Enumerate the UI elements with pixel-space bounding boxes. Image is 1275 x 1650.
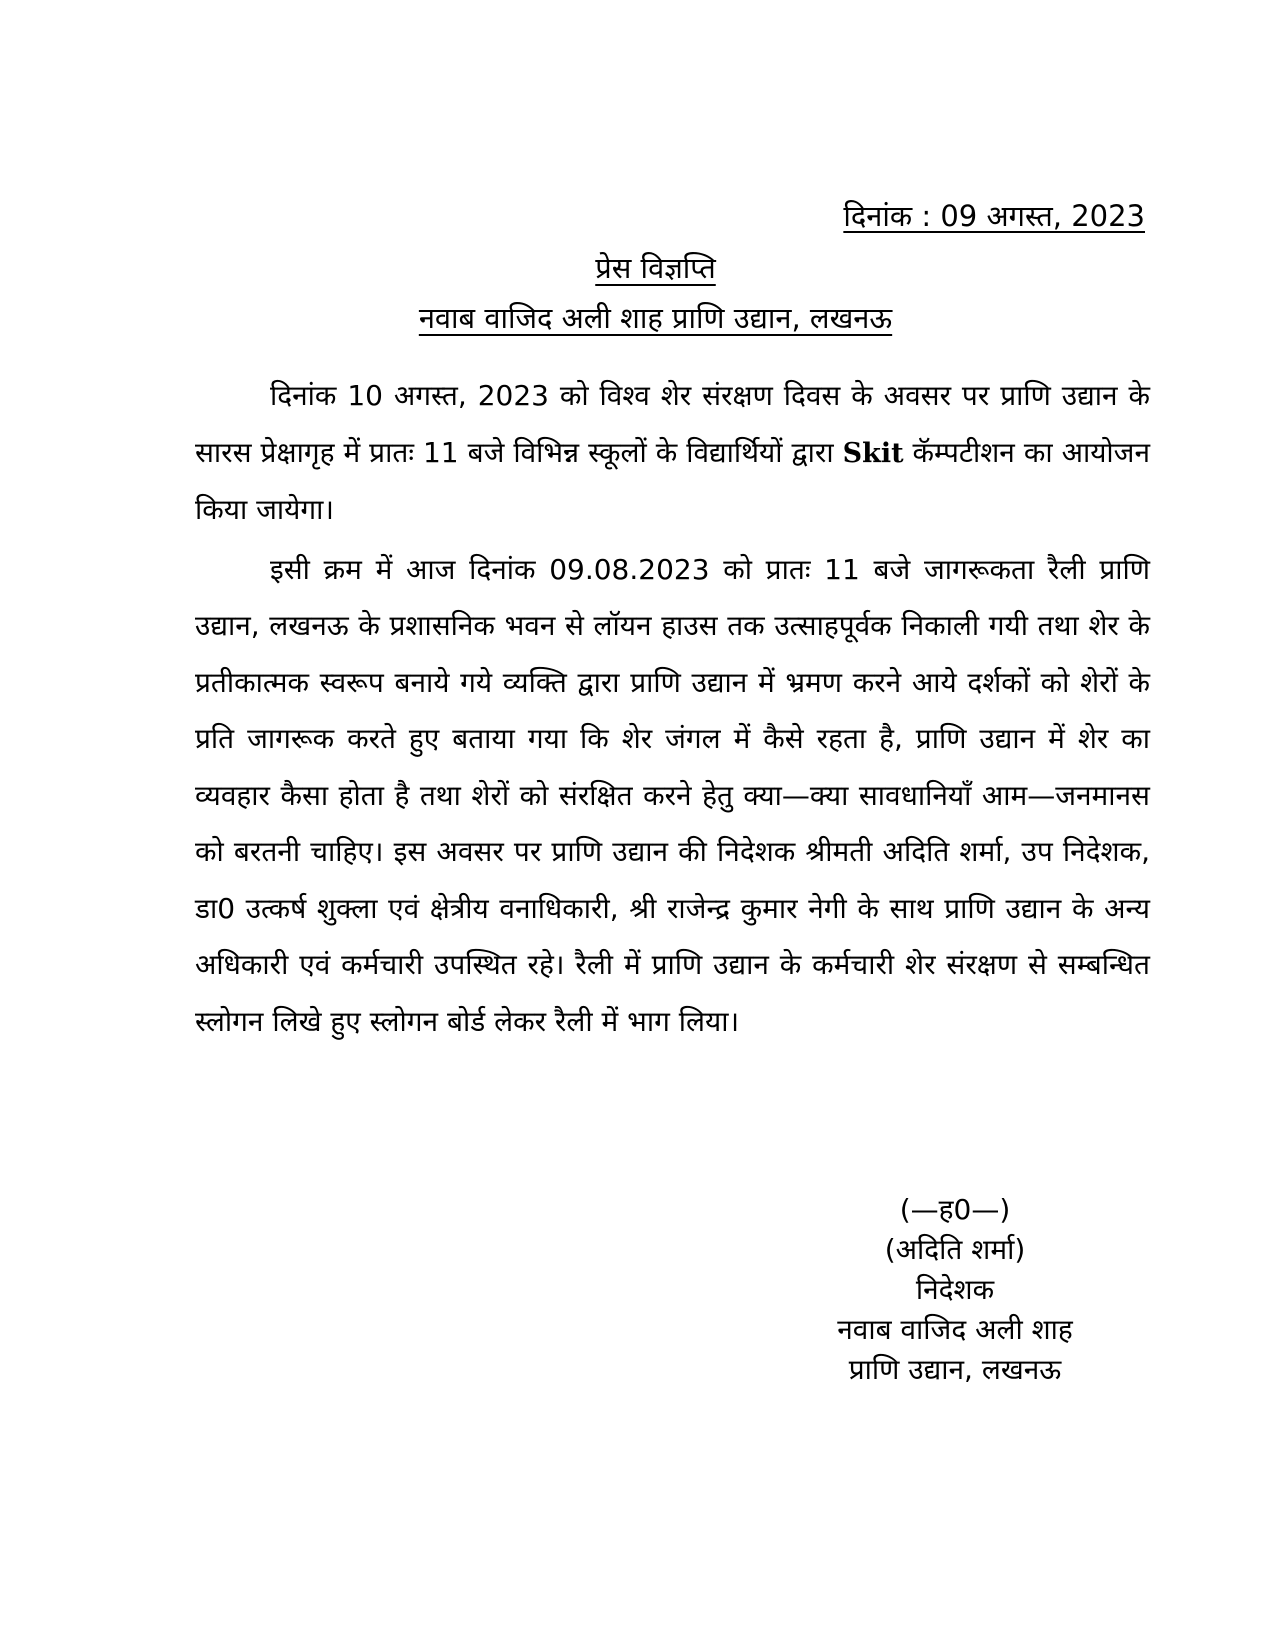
date-line: दिनांक : 09 अगस्त, 2023	[843, 199, 1145, 233]
paragraph-1	[195, 368, 1150, 539]
signature-signed-mark: (—ह0—)	[899, 1193, 1011, 1226]
paragraph-1-latin-word: Skit	[842, 437, 904, 469]
paragraph-1-text-after: कॅम्पटीशन का आयोजन किया जायेगा।	[195, 435, 1150, 526]
paragraph-1-text-before: दिनांक 10 अगस्त, 2023 को विश्व शेर संरक्षण दिवस के अवसर पर प्राणि उद्यान के सारस प्रेक्षागृह में प्रातः 11 बजे विभिन्न स्कूलों के विद्यार्थियों द्वारा	[195, 379, 1150, 469]
signature-name: (अदिति शर्मा)	[884, 1233, 1026, 1266]
paragraph-2: इसी क्रम में आज दिनांक 09.08.2023 को प्रातः 11 बजे जागरूकता रैली प्राणि उद्यान, लखनऊ के प्रशासनिक भवन से लॉयन हाउस तक उत्साहपूर्वक निकाली गयी तथा शेर के प्रतीकात्मक स्वरूप बनाये गये व्यक्ति द्वारा प्राणि उद्यान में भ्रमण करने आये दर्शकों को शेरों के प्रति जागरूक करते हुए बताया गया कि शेर जंगल में कैसे रहता है, प्राणि उद्यान में शेर का व्यवहार कैसा होता है तथा शेरों को संरक्षित करने हेतु क्या—क्या सावधानियाँ आम—जनमानस को बरतनी चाहिए। इस अवसर पर प्राणि उद्यान की निदेशक श्रीमती अदिति शर्मा, उप निदेशक, डा0 उत्कर्ष शुक्ला एवं क्षेत्रीय वनाधिकारी, श्री राजेन्द्र कुमार नेगी के साथ प्राणि उद्यान के अन्य अधिकारी एवं कर्मचारी उपस्थित रहे। रैली में प्राणि उद्यान के कर्मचारी शेर संरक्षण से सम्बन्धित स्लोगन लिखे हुए स्लोगन बोर्ड लेकर रैली में भाग लिया।	[195, 552, 1150, 1038]
signature-designation: निदेशक	[915, 1273, 995, 1306]
document-title: प्रेस विज्ञप्ति	[595, 251, 716, 285]
document-body	[195, 368, 1150, 1050]
document-subtitle: नवाब वाजिद अली शाह प्राणि उद्यान, लखनऊ	[418, 301, 893, 335]
signature-block	[775, 1190, 1135, 1390]
signature-org-line-1: नवाब वाजिद अली शाह	[837, 1313, 1073, 1346]
signature-org-line-2: प्राणि उद्यान, लखनऊ	[848, 1353, 1062, 1386]
